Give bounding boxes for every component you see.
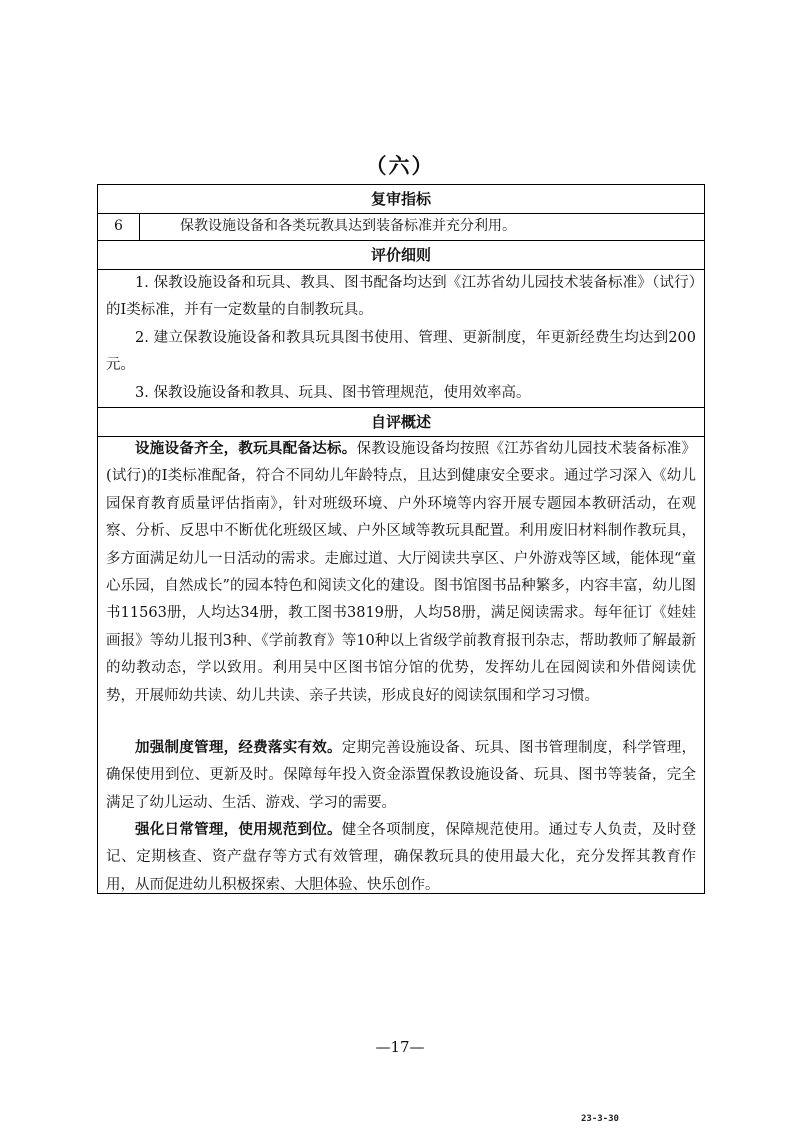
date-stamp: 23-3-30 <box>581 1114 619 1124</box>
criteria-item-1: 1. 保教设施设备和玩具、教具、图书配备均达到《江苏省幼儿园技术装备标准》（试行）的Ⅰ类标准，并有一定数量的自制教玩具。 <box>106 275 696 319</box>
page-number: —17— <box>375 1038 425 1056</box>
indicator-number: 6 <box>98 213 140 240</box>
self-eval-paragraph-3 <box>106 816 696 899</box>
paragraph-lead: 设施设备齐全，教玩具配备达标。 <box>135 440 357 457</box>
paragraph-lead: 加强制度管理，经费落实有效。 <box>135 739 342 756</box>
indicator-text: 保教设施设备和各类玩教具达到装备标准并充分利用。 <box>180 218 516 234</box>
self-evaluation-header: 自评概述 <box>98 407 704 437</box>
criteria-item-2: 2. 建立保教设施设备和教具玩具图书使用、管理、更新制度，年更新经费生均达到200元。 <box>106 330 696 374</box>
review-indicator-row <box>98 213 704 241</box>
paragraph-body: 保教设施设备均按照《江苏省幼儿园技术装备标准》(试行)的Ⅰ类标准配备，符合不同幼儿年龄特点，且达到健康安全要求。通过学习深入《幼儿园保育教育质量评估指南》，针对班级环境、户外环境等内容开展专题园本教研活动，在观察、分析、反思中不断优化班级区域、户外区域等教玩具配置。利用废旧材料制作教玩具，多方面满足幼儿一日活动的需求。走廊过道、大厅阅读共享区、户外游戏等区域，能体现“童心乐园，自然成长”的园本特色和阅读文化的建设。图书馆图书品种繁多，内容丰富，幼儿图书11563册，人均达34册，教工图书3819册，人均58册，满足阅读需求。每年征订《娃娃画报》等幼儿报刊3种、《学前教育》等10种以上省级学前教育报刊杂志，帮助教师了解最新的幼教动态，学以致用。利用吴中区图书馆分馆的优势，发挥幼儿在园阅读和外借阅读优势，开展师幼共读、幼儿共读、亲子共读，形成良好的阅读氛围和学习习惯。 <box>106 441 697 704</box>
review-indicator-header: 复审指标 <box>98 185 704 214</box>
criteria-header: 评价细则 <box>98 241 704 270</box>
self-eval-paragraph-2 <box>106 734 696 817</box>
self-eval-paragraph-1 <box>106 435 696 710</box>
paragraph-body: 定期完善设施设备、玩具、图书管理制度，科学管理，确保使用到位、更新及时。保障每年投入资金添置保教设施设备、玩具、图书等装备，完全满足了幼儿运动、生活、游戏、学习的需要。 <box>106 740 697 811</box>
paragraph-body: 健全各项制度，保障规范使用。通过专人负责，及时登记、定期核查、资产盘存等方式有效管理，确保教玩具的使用最大化，充分发挥其教育作用，从而促进幼儿积极探索、大胆体验、快乐创作。 <box>106 822 697 893</box>
paragraph-lead: 强化日常管理，使用规范到位。 <box>135 821 342 838</box>
criteria-item-3: 3. 保教设施设备和教具、玩具、图书管理规范，使用效率高。 <box>135 385 531 401</box>
evaluation-table <box>97 184 705 894</box>
section-title: （六） <box>365 153 435 178</box>
